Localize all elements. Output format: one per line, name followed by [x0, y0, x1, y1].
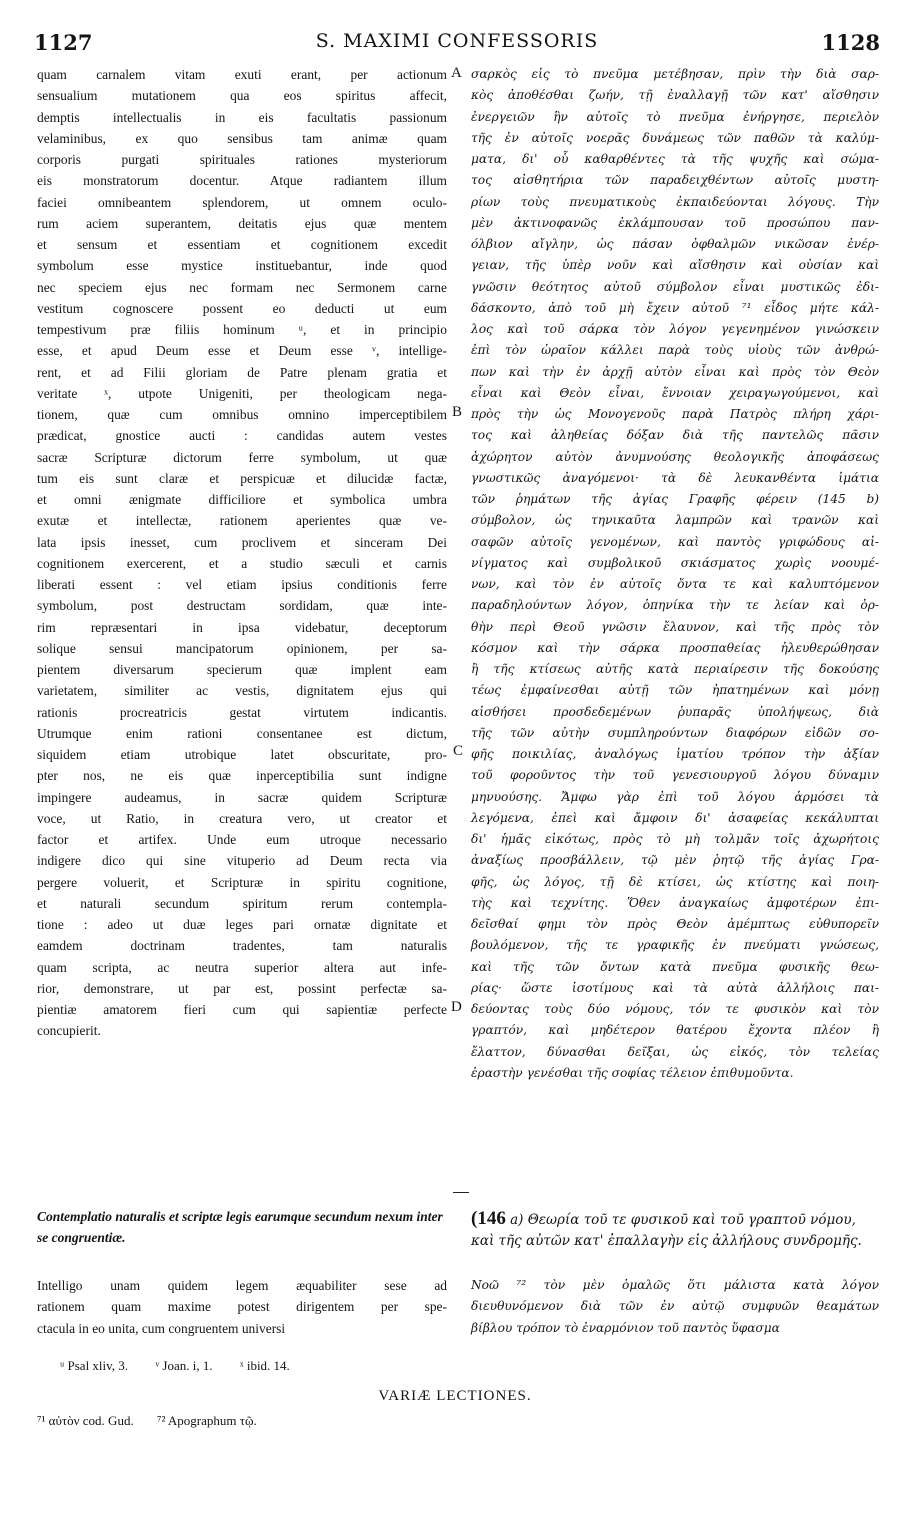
greek-text-line: θὴν περὶ Θεοῦ γνῶσιν ἔλαυνον, καὶ τῆς πρὸς τὸν: [471, 619, 879, 634]
page-number-left: 1127: [34, 30, 93, 55]
variae-lectiones-notes: [37, 1413, 277, 1429]
greek-text-line: μηνυούσης. Ἄμφω γὰρ ἐπὶ τοῦ λόγου ἁρμόσει τὰ: [471, 789, 879, 804]
latin-text-line: demptis intellectualis in eis facultatis passionum: [37, 109, 447, 125]
latin-text-line: tionem, quæ cum omnibus omnino imperceptibilem: [37, 407, 447, 422]
greek-text-line: σαφῶν αὐτοῖς γενομένων, καὶ παντὸς γριφώδους αἰ-: [471, 534, 879, 549]
greek-text-line: σύμβολον, ὡς τηνικαῦτα λαμπρῶν καὶ τρανῶν καὶ: [471, 513, 879, 528]
latin-text-line: sacræ Scripturæ dictorum ferre symbolum, ut quæ: [37, 449, 447, 465]
latin-text-line: rior, demonstrare, ut par est, possint perfectæ sa-: [37, 980, 447, 996]
latin-text-line: symbolum, post destructam sordidam, quæ inte-: [37, 598, 447, 614]
margin-letter-c: C: [453, 743, 464, 759]
greek-text-line: γραπτόν, καὶ μηδέτερον θατέρου ἔχοντα πλέον ἢ: [471, 1023, 879, 1038]
latin-text-line: solique sensui mancipatorum opinionem, per sa-: [37, 640, 447, 656]
greek-text-line: δάσκοντο, ἀπὸ τοῦ μὴ ἔχειν αὐτοῦ ⁷¹ εἶδος μήτε κάλ-: [471, 300, 879, 315]
latin-text-line: rum aciem superantem, deitatis ejus quæ mentem: [37, 215, 447, 231]
running-title: S. MAXIMI CONFESSORIS: [315, 30, 599, 52]
latin-text-line: velaminibus, ex quo sensibus tam animæ quam: [37, 130, 447, 146]
latin-text-line: eamdem doctrinam tradentes, tam naturalis: [37, 938, 447, 954]
greek-text-line: κόσμον καὶ τὴν σάρκα προσπαθείας ἠλευθερώθησαν: [471, 640, 879, 655]
greek-section-body: [471, 1275, 879, 1339]
latin-text-line: cognitionem exercerent, et a studio sæculi et carnis: [37, 555, 447, 571]
latin-text-line: voce, ut Ratio, in creatura vero, ut creator et: [37, 810, 447, 826]
latin-text-line: tione : adeo ut duæ leges pari ornatæ dignitate et: [37, 917, 447, 932]
greek-text-line: τοῦ φοροῦντος τὴν τοῦ γενεσιουργοῦ λόγου δύναμιν: [471, 768, 879, 783]
greek-text-line: ρίας· ὥστε ἰσοτίμους καὶ τὰ αὐτὰ ἀλλήλοις παι-: [471, 980, 879, 995]
latin-text-line: tempestivum præ filiis hominum ᵘ, et in principio: [37, 322, 447, 337]
latin-text-line: indigere dico qui sine vituperio ad Deum recta via: [37, 853, 447, 869]
greek-text-line: γνωστικῶς ἀναγόμενοι· τὰ δὲ λευκανθέντα ἱμάτια: [471, 470, 879, 485]
greek-text-line: τος αἰσθητήρια τῶν παραδειχθέντων αὐτοῖς μυστη-: [471, 173, 879, 188]
greek-text-line: διευθυνόμενον διὰ τῶν ἐν αὐτῷ συμφυῶν θεαμάτων: [471, 1299, 879, 1314]
greek-text-line: βίβλου τρόπον τὸ ἐναρμόνιον τοῦ παντὸς ὕφασμα: [471, 1320, 780, 1335]
page-header: [34, 30, 880, 64]
greek-text-line: φῆς, ὡς λόγος, τῇ δὲ κτίσει, ὡς κτίστης καὶ ποιη-: [471, 874, 879, 889]
latin-text-line: siquidem etiam utrobique latet obscuritate, pro-: [37, 747, 447, 762]
greek-heading-number: (146: [471, 1208, 506, 1229]
greek-text-line: σαρκὸς εἰς τὸ πνεῦμα μετέβησαν, πρὶν τὴν διὰ σαρ-: [471, 67, 879, 81]
greek-text-line: εἶναι καὶ Θεὸν εἶναι, ἔννοιαν χειραγωγούμενοι, καὶ: [471, 385, 879, 400]
latin-text-line: rationis procreatricis gestat virtutem indicantis.: [37, 704, 447, 720]
greek-text-line: νίγματος καὶ συμβολικοῦ σκιάσματος χωρὶς νοουμέ-: [471, 555, 879, 570]
greek-text-line: γνῶσιν θεότητος αὐτοῦ σύμβολον εἶναι μυστικῶς ἐδι-: [471, 279, 879, 294]
greek-text-line: δι' ἡμᾶς εἰκότως, πρὸς τὸ μὴ τολμᾶν τοῖς ἀχωρήτοις: [471, 832, 879, 846]
greek-text-line: ἐπὶ τὸν ὡραῖον κάλλει παρὰ τοὺς υἱοὺς τῶν ἀνθρώ-: [471, 343, 879, 358]
latin-text-line: rent, et ad Filii gloriam de Patre plenam gratia et: [37, 364, 447, 380]
greek-text-line: ἀχώρητον αὐτὸν ἀνυμνούσης θεολογικῆς ἀποφάσεως: [471, 449, 879, 464]
latin-text-line: rationem quam maxime potest dirigentem per spe-: [37, 1299, 447, 1315]
section-divider: [453, 1192, 469, 1193]
greek-text-line: πρὸς τὴν ὡς Μονογενοῦς παρὰ Πατρὸς πλήρη χάρι-: [471, 407, 879, 421]
greek-text-line: γειαν, τῆς ὑπὲρ νοῦν καὶ αἴσθησιν καὶ οὐσίαν καὶ: [471, 258, 879, 273]
greek-text-line: δεύοντας τοὺς δύο νόμους, τόν τε φυσικὸν καὶ τὸν: [471, 1002, 879, 1016]
variae-lectiones-title: VARIÆ LECTIONES.: [378, 1388, 532, 1404]
margin-letter-b: B: [452, 404, 463, 420]
latin-text-line: vestitum cognoscere possent eo deducti ut eum: [37, 300, 447, 316]
latin-text-line: pientem diversarum specierum quæ implent eam: [37, 662, 447, 677]
greek-text-line: ματα, δι' οὗ καθαρθέντες τὰ τῆς ψυχῆς καὶ σώμα-: [471, 152, 879, 166]
latin-text-line: ctacula in eo unita, cum congruentem universi: [37, 1320, 286, 1336]
greek-text-line: όλβιον αἴγλην, ὡς πάσαν ὀφθαλμῶν νικῶσαν ἐνέρ-: [471, 237, 879, 251]
latin-text-line: factor et artifex. Unde eum utroque necessario: [37, 832, 447, 847]
greek-heading-text: a) Θεωρία τοῦ τε φυσικοῦ καὶ τοῦ γραπτοῦ νόμου, καὶ τῆς αὐτῶν κατ' ἐπαλλαγὴν εἰς ἀλλήλους συνδρομῆς.: [471, 1212, 862, 1249]
greek-text-line: ἐραστὴν γενέσθαι τῆς σοφίας τέλειον ἐπιθυμοῦντα.: [471, 1065, 794, 1080]
latin-column: [37, 64, 447, 1042]
greek-text-line: τῆς ἐν αὐτοῖς νοερᾶς δυνάμεως τῶν παθῶν τὰ καλύμ-: [471, 130, 879, 145]
variant-note: ⁷¹ αὐτὸν cod. Gud.: [37, 1413, 134, 1428]
latin-text-line: pientiæ amatorem fieri cum qui sapientiæ perfecte: [37, 1002, 447, 1017]
greek-text-line: ρίων τοὺς πνευματικοὺς ἐκπαιδεύονται λόγους. Τὴν: [471, 194, 879, 209]
latin-text-line: tum eis sunt claræ et perspicuæ et dilucidæ factæ,: [37, 470, 447, 486]
greek-text-line: ἔλαττον, δύνασθαι δεῖξαι, ὡς εἰκός, τὸν τελείας: [471, 1044, 879, 1059]
margin-letter-a: A: [451, 65, 462, 81]
latin-text-line: quam carnalem vitam exuti erant, per actionum: [37, 67, 447, 82]
greek-text-line: κὸς ἀποθέσθαι ζωήν, τῇ ἐναλλαγῇ τῶν κατ' αἴσθησιν: [471, 88, 879, 103]
greek-text-line: νων, καὶ τὸν ἐν αὐτοῖς ὄντα τε καὶ καλυπτόμενον: [471, 577, 879, 591]
greek-text-line: πων καὶ τὴν ἐν ἀρχῇ αὐτὸν εἶναι καὶ πρὸς τὸν Θεὸν: [471, 364, 879, 379]
greek-text-line: ἢ τῆς κτίσεως αὐτῆς κατὰ περιαίρεσιν τῆς δοκούσης: [471, 662, 879, 676]
latin-text-line: lata ipsis inesset, cum proclivem et sinceram Dei: [37, 534, 447, 550]
variant-note: ⁷² Apographum τῷ.: [156, 1413, 257, 1428]
greek-text-line: καὶ τῆς τῶν ὄντων κατὰ πνεῦμα φυσικῆς θεω-: [471, 959, 879, 974]
latin-text-line: symbolum esse mystice instituebantur, inde quod: [37, 258, 447, 274]
latin-text-line: faciei omnibeantem splendorem, ut omnem oculo-: [37, 194, 447, 210]
latin-section-heading: Contemplatio naturalis et scriptæ legis earumque secundum nexum inter se congruentiæ.: [37, 1209, 443, 1245]
latin-text-line: Utrumque enim rationi consentanee est dictum,: [37, 725, 447, 741]
greek-text-line: ἐνεργειῶν ἣν αὐτοῖς τὸ πνεῦμα ἐνήργησε, περιελὸν: [471, 109, 879, 124]
latin-text-line: prædicat, gnostice aucti : candidas autem vestes: [37, 428, 447, 444]
latin-text-line: Intelligo unam quidem legem æquabiliter sese ad: [37, 1278, 447, 1293]
greek-text-line: τέως ἐμφαίνεσθαι αὐτῇ τῶν ἠπατημένων καὶ μόνῃ: [471, 683, 879, 698]
latin-text-line: et sensum et essentiam et cognitionem excedit: [37, 237, 447, 252]
latin-text-line: concupierit.: [37, 1023, 101, 1039]
latin-text-line: corporis purgati spirituales rationes mysteriorum: [37, 152, 447, 167]
latin-text-line: nec speciem ejus nec formam nec Sermonem carne: [37, 279, 447, 295]
latin-section-body: [37, 1275, 447, 1339]
page-number-right: 1128: [821, 30, 880, 55]
footnote: ᵘ Psal xliv, 3.: [60, 1358, 129, 1373]
latin-text-line: impingere audeamus, in sacræ quidem Scripturæ: [37, 789, 447, 805]
latin-text-line: veritate ˣ, utpote Unigeniti, per theologicam nega-: [37, 385, 447, 401]
greek-text-line: λεγόμενα, ἐπεὶ καὶ ἄμφοιν δι' ἀσαφείας κεκάλυπται: [471, 810, 879, 825]
greek-text-line: βουλόμενον, τῆς τε γραφικῆς ἐν πνεύματι γνώσεως,: [471, 938, 879, 953]
greek-text-line: τος καὶ ἀληθείας δόξαν διὰ τῆς παντελῶς πᾶσιν: [471, 428, 879, 443]
latin-text-line: pter nos, ne eis quæ inperceptibilia sunt indigne: [37, 768, 447, 784]
latin-text-line: rim repræsentari in ipsa videbatur, deceptorum: [37, 619, 447, 635]
footnote: ˣ ibid. 14.: [239, 1358, 290, 1373]
greek-text-line: αἰσθήσει προσδεδεμένων ῥυπαρᾶς ὑπολήψεως, διὰ: [471, 704, 879, 719]
latin-text-line: quam scripta, ac neutra superior altera aut infe-: [37, 959, 447, 975]
greek-text-line: φῆς ποικιλίας, ἀναλόγως ἱματίου τρόπον τὴν ἀξίαν: [471, 747, 879, 761]
latin-text-line: esse, et apud Deum esse et Deum esse ᵛ, intellige-: [37, 343, 447, 359]
latin-text-line: et naturali secundum spiritum rerum contempla-: [37, 895, 447, 911]
greek-column: [471, 64, 879, 1084]
latin-text-line: exutæ et intellectæ, rationem aperientes quæ ve-: [37, 513, 447, 529]
greek-text-line: δεῖσθαί φημι τὸν πρὸς Θεὸν ἀμέμπτως εὐθυπορεῖν: [471, 917, 879, 931]
latin-text-line: pergere voluerit, et Scripturæ in spiritu cognitione,: [37, 874, 447, 890]
margin-letter-d: D: [451, 999, 462, 1015]
latin-text-line: liberati essent : vel etiam ipsius conditionis ferre: [37, 577, 447, 592]
greek-section-heading: [471, 1208, 881, 1252]
greek-text-line: τῶν ῥημάτων τῆς ἁγίας Γραφῆς φέρειν (145 b): [471, 492, 879, 506]
greek-text-line: παραδηλούντων λόγον, ὁπηνίκα τὴν τε λείαν καὶ ὀρ-: [471, 598, 879, 613]
footnotes: [60, 1358, 314, 1374]
greek-text-line: ἀναξίως προσβάλλειν, τῷ μὲν ῥητῷ τῆς ἁγίας Γρα-: [471, 853, 879, 868]
latin-text-line: sensualium mutationem qua eos spiritus affecit,: [37, 88, 447, 104]
greek-text-line: τῆς τῶν αὐτὴν συμπληρούντων διαφόρων εἰδῶν σο-: [471, 725, 879, 740]
latin-text-line: eis monstratorum docentur. Atque radiantem illum: [37, 173, 447, 189]
greek-text-line: λος καὶ τοῦ σάρκα τὸν λόγον γεγενημένον γινώσκειν: [471, 322, 879, 336]
greek-text-line: τὴς καὶ τεχνίτης. Ὅθεν ἀναγκαίως ἀμφοτέρων ἐπι-: [471, 895, 879, 910]
greek-text-line: Νοῶ ⁷² τὸν μὲν ὁμαλῶς ὅτι μάλιστα κατὰ λόγον: [471, 1278, 879, 1292]
greek-text-line: μὲν ἀκτινοφανῶς ἐκλάμπουσαν τοῦ προσώπου παν-: [471, 215, 879, 230]
footnote: ᵛ Joan. i, 1.: [155, 1358, 213, 1373]
latin-text-line: varietatem, similiter ac vestis, dignitatem ejus qui: [37, 683, 447, 699]
latin-text-line: et omni ænigmate difficiliore et symbolica umbra: [37, 492, 447, 507]
